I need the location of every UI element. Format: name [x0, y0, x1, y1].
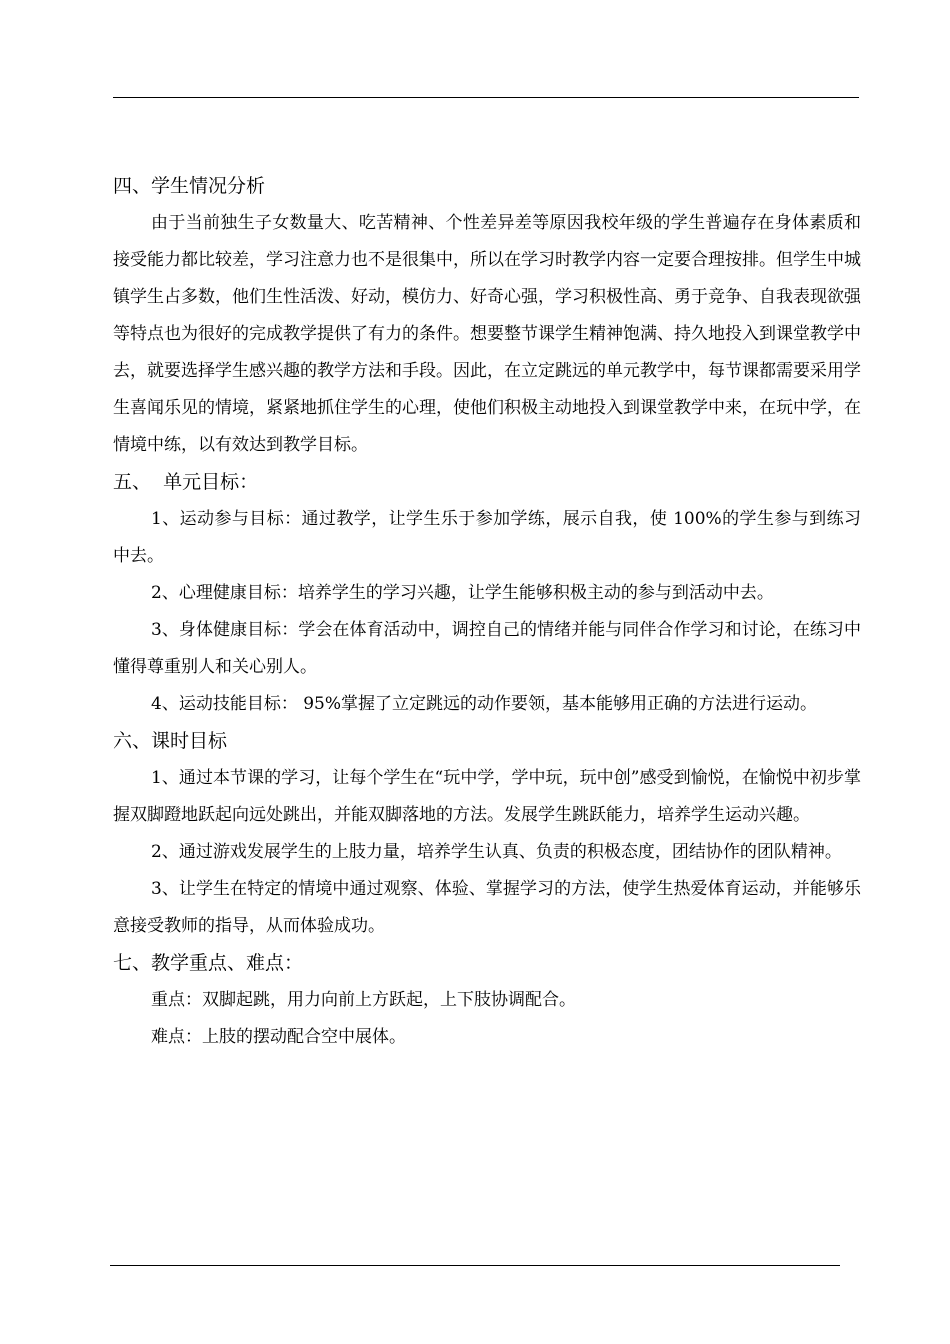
section-heading-key-points: 七、教学重点、难点：	[113, 952, 304, 974]
lesson-goal-item: 2、通过游戏发展学生的上肢力量，培养学生认真、负责的积极态度，团结协作的团队精神。	[151, 842, 842, 862]
student-analysis-paragraph: 由于当前独生子女数量大、吃苦精神、个性差异差等原因我校年级的学生普遍存在身体素质和接受能力都比较差，学习注意力也不是很集中，所以在学习时教学内容一定要合理按排。但学生中城镇学生占多数，他们生性活泼、好动，模仿力、好奇心强，学习积极性高、勇于竞争、自我表现欲强等特点也为很好的完成教学提供了有力的条件。想要整节课学生精神饱满、持久地投入到课堂教学中去，就要选择学生感兴趣的教学方法和手段。因此，在立定跳远的单元教学中，每节课都需要采用学生喜闻乐见的情境，紧紧地抓住学生的心理，使他们积极主动地投入到课堂教学中来，在玩中学，在情境中练，以有效达到教学目标。	[113, 213, 861, 455]
lesson-goal-item: 3、让学生在特定的情境中通过观察、体验、掌握学习的方法，使学生热爱体育运动，并能够乐意接受教师的指导，从而体验成功。	[113, 879, 861, 936]
unit-goal-item: 4、运动技能目标： 95%掌握了立定跳远的动作要领，基本能够用正确的方法进行运动。	[151, 694, 818, 714]
section-heading-unit-goals: 五、 单元目标：	[113, 471, 259, 493]
key-point-text: 重点：双脚起跳，用力向前上方跃起，上下肢协调配合。	[151, 990, 576, 1010]
document-body	[113, 168, 861, 1056]
section-heading-lesson-goals: 六、课时目标	[113, 730, 228, 752]
difficulty-text: 难点：上肢的摆动配合空中展体。	[151, 1027, 406, 1047]
unit-goal-item: 2、心理健康目标：培养学生的学习兴趣，让学生能够积极主动的参与到活动中去。	[151, 583, 774, 603]
unit-goal-item: 1、运动参与目标：通过教学，让学生乐于参加学练，展示自我，使 100%的学生参与到练习中去。	[113, 509, 861, 566]
unit-goal-item: 3、身体健康目标：学会在体育活动中，调控自己的情绪并能与同伴合作学习和讨论，在练习中懂得尊重别人和关心别人。	[113, 620, 861, 677]
lesson-goal-item: 1、通过本节课的学习，让每个学生在“玩中学，学中玩，玩中创”感受到愉悦，在愉悦中初步掌握双脚蹬地跃起向远处跳出，并能双脚落地的方法。发展学生跳跃能力，培养学生运动兴趣。	[113, 768, 861, 825]
footer-rule	[110, 1265, 840, 1266]
section-heading-student-analysis: 四、学生情况分析	[113, 175, 266, 197]
header-rule	[113, 97, 859, 98]
